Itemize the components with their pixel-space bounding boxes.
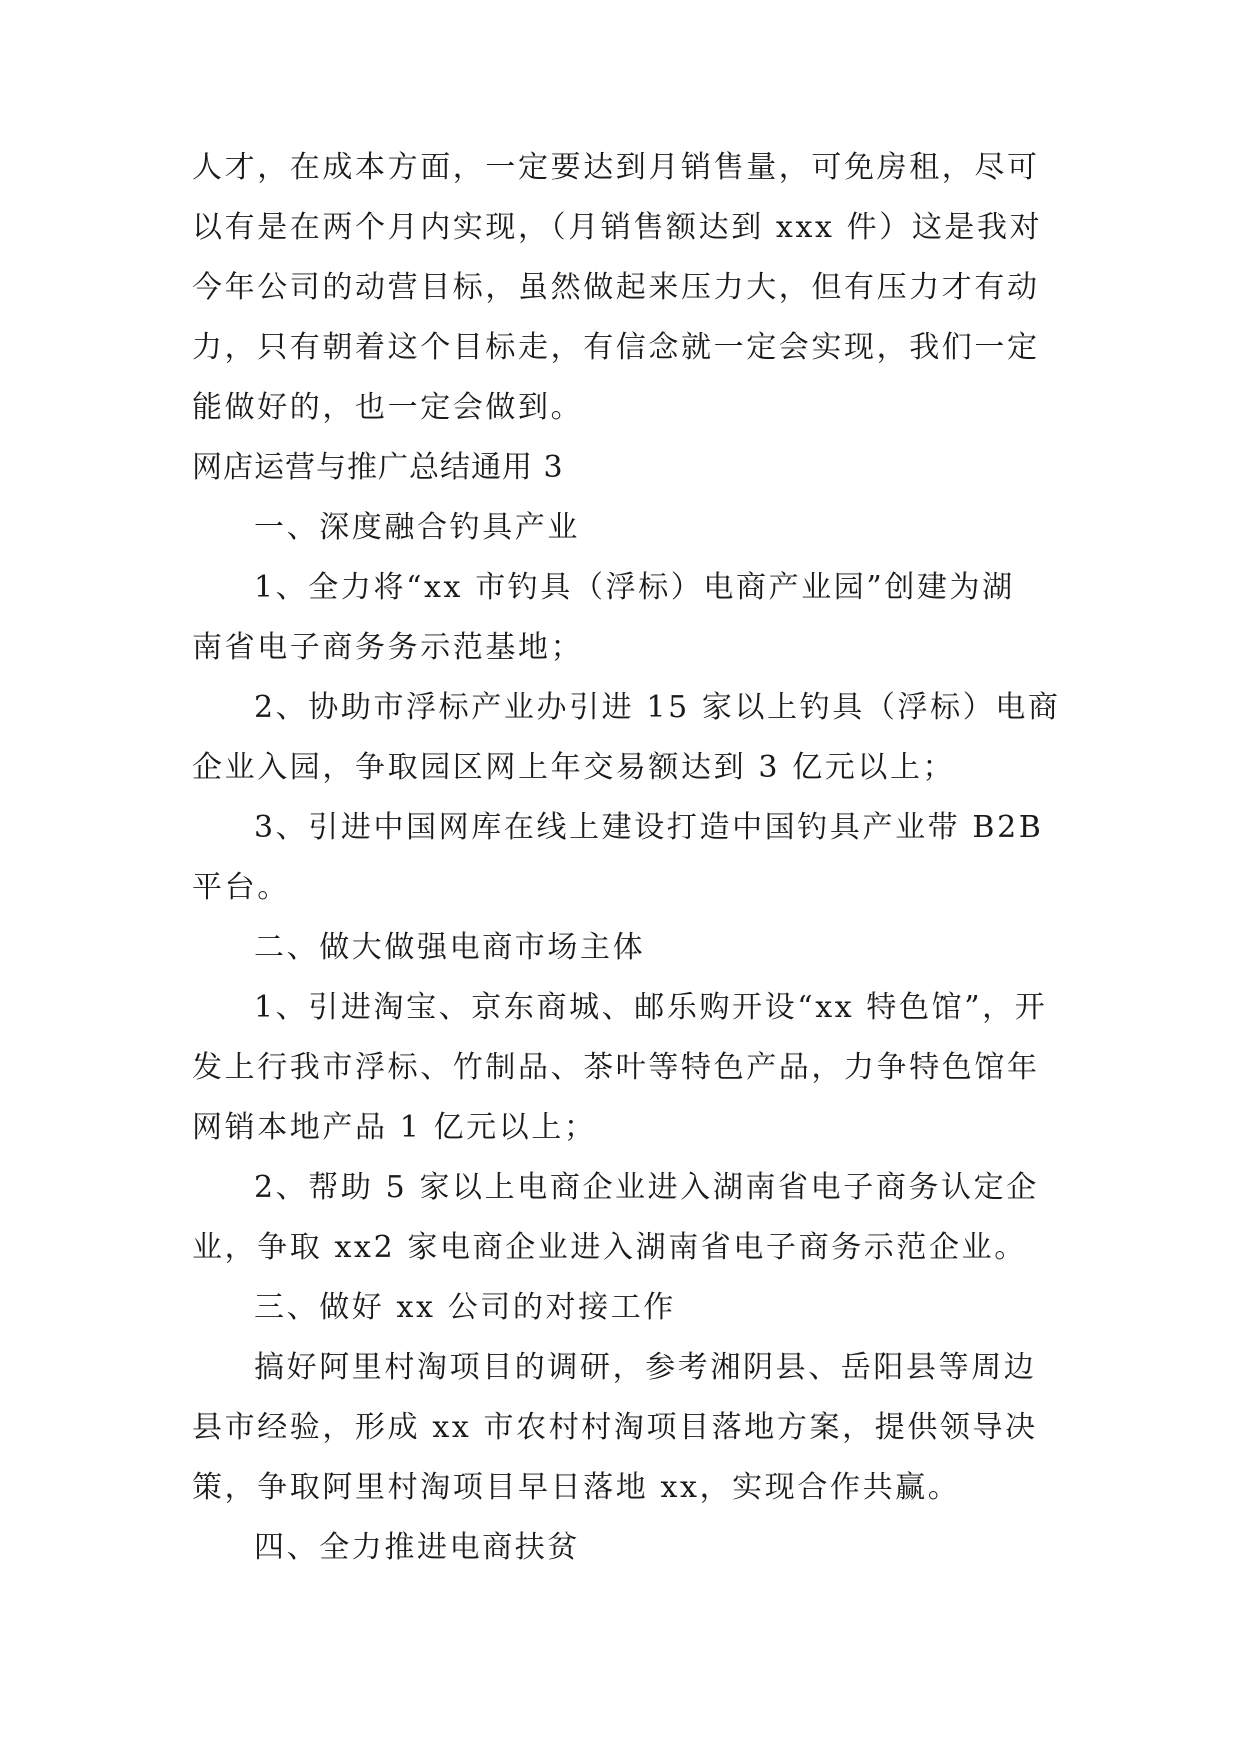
paragraph-line: 县市经验，形成 xx 市农村村淘项目落地方案，提供领导决 — [192, 1410, 1038, 1445]
paragraph-line: 企业入园，争取园区网上年交易额达到 3 亿元以上； — [192, 750, 956, 785]
paragraph-line: 发上行我市浮标、竹制品、茶叶等特色产品，力争特色馆年 — [192, 1050, 1040, 1085]
section-heading: 三、做好 xx 公司的对接工作 — [254, 1290, 676, 1325]
paragraph-line: 搞好阿里村淘项目的调研，参考湘阴县、岳阳县等周边 — [254, 1350, 1037, 1385]
paragraph-line: 3、引进中国网库在线上建设打造中国钓具产业带 B2B — [254, 810, 1044, 845]
paragraph-line: 能做好的，也一定会做到。 — [192, 390, 584, 425]
section-heading: 四、全力推进电商扶贫 — [254, 1530, 580, 1565]
paragraph-line: 以有是在两个月内实现，（月销售额达到 xxx 件）这是我对 — [192, 210, 1043, 245]
paragraph-line: 2、帮助 5 家以上电商企业进入湖南省电子商务认定企 — [254, 1170, 1039, 1205]
section-heading: 二、做大做强电商市场主体 — [254, 930, 646, 965]
paragraph-line: 今年公司的动营目标，虽然做起来压力大，但有压力才有动 — [192, 270, 1040, 305]
paragraph-line: 业，争取 xx2 家电商企业进入湖南省电子商务示范企业。 — [192, 1230, 1027, 1265]
section-heading: 一、深度融合钓具产业 — [254, 510, 580, 545]
paragraph-line: 南省电子商务务示范基地； — [192, 630, 584, 665]
paragraph-line: 策，争取阿里村淘项目早日落地 xx，实现合作共赢。 — [192, 1470, 961, 1505]
paragraph-line: 1、全力将“xx 市钓具（浮标）电商产业园”创建为湖 — [254, 570, 1015, 605]
paragraph-line: 1、引进淘宝、京东商城、邮乐购开设“xx 特色馆”，开 — [254, 990, 1048, 1025]
paragraph-line: 人才，在成本方面，一定要达到月销售量，可免房租，尽可 — [192, 150, 1040, 185]
paragraph-line: 力，只有朝着这个目标走，有信念就一定会实现，我们一定 — [192, 330, 1040, 365]
paragraph-line: 平台。 — [192, 870, 290, 905]
paragraph-line: 网销本地产品 1 亿元以上； — [192, 1110, 597, 1145]
paragraph-line: 2、协助市浮标产业办引进 15 家以上钓具（浮标）电商 — [254, 690, 1061, 725]
section-title: 网店运营与推广总结通用 3 — [192, 450, 564, 485]
